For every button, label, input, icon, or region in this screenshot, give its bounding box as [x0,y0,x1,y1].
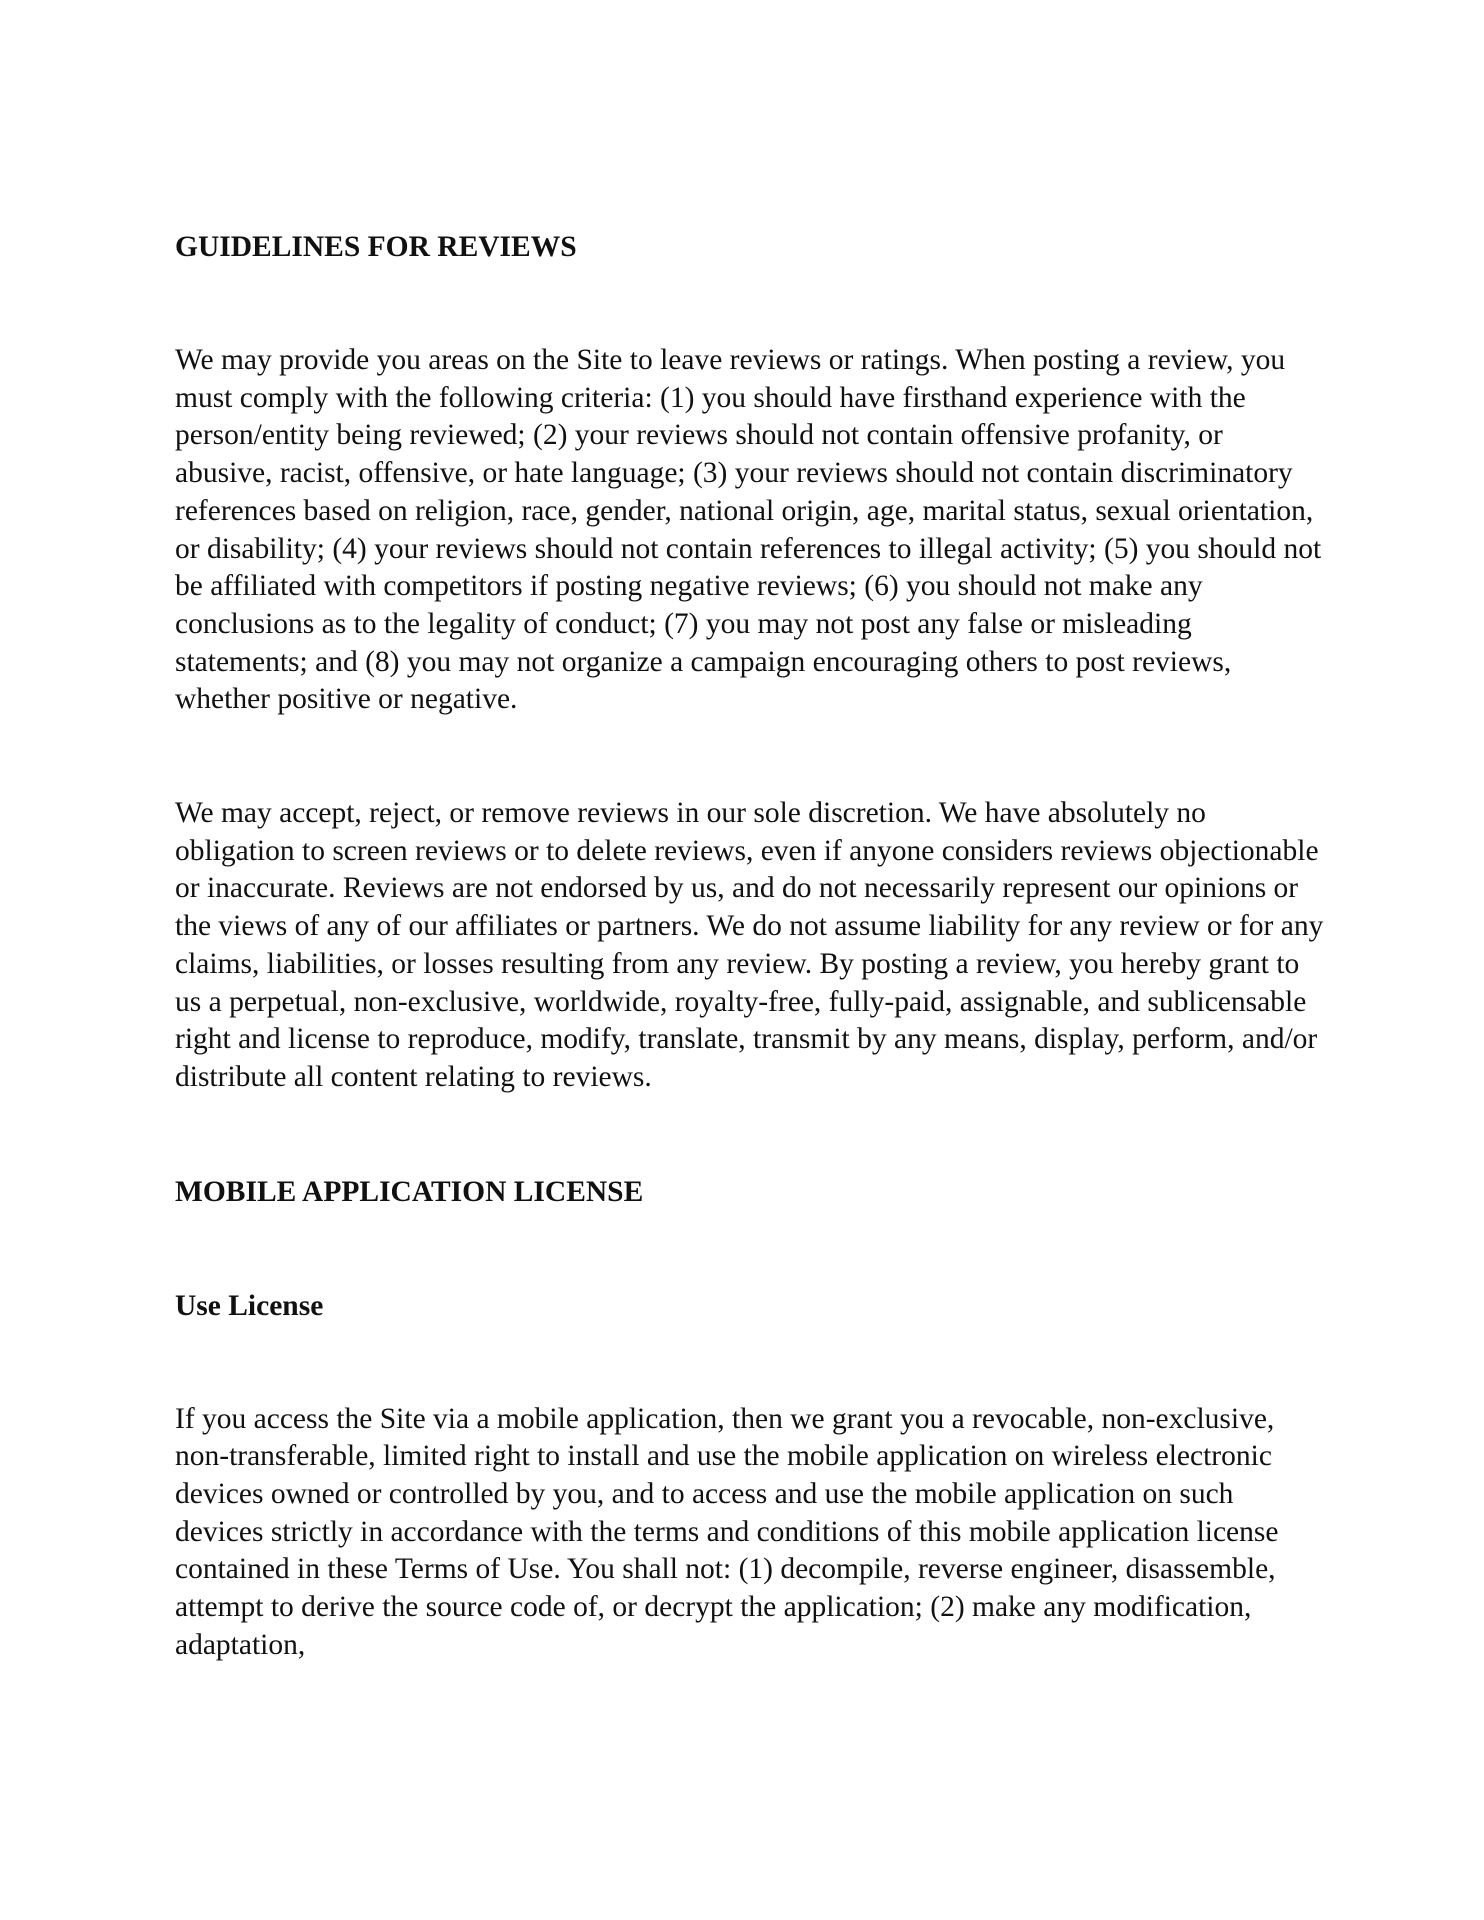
subheading-use-license: Use License [175,1289,324,1322]
use-license-paragraph: If you access the Site via a mobile application, then we grant you a revocable, non-exclusive, non-transferable, limited right to install and use the mobile application on wireless electronic devices owned or controlled by you, and to access and use the mobile application on such devices strictly in accordance with the terms and conditions of this mobile application license contained in these Terms of Use. You shall not: (1) decompile, reverse engineer, disassemble, attempt to derive the source code of, or decrypt the application; (2) make any modification, adaptation, [175,1402,1279,1661]
reviews-criteria-paragraph: We may provide you areas on the Site to leave reviews or ratings. When posting a review, you must comply with the following criteria: (1) you should have firsthand experience with the person/entity being reviewed; (2) your reviews should not contain offensive profanity, or abusive, racist, offensive, or hate language; (3) your reviews should not contain discriminatory references based on religion, race, gender, national origin, age, marital status, sexual orientation, or disability; (4) your reviews should not contain references to illegal activity; (5) you should not be affiliated with competitors if posting negative reviews; (6) you should not make any conclusions as to the legality of conduct; (7) you may not post any false or misleading statements; and (8) you may not organize a campaign encouraging others to post reviews, whether positive or negative. [175,344,1322,716]
section-heading-guidelines-for-reviews: GUIDELINES FOR REVIEWS [175,231,577,263]
section-heading-mobile-application-license: MOBILE APPLICATION LICENSE [175,1175,644,1208]
reviews-discretion-paragraph: We may accept, reject, or remove reviews in our sole discretion. We have absolutely no obligation to screen reviews or to delete reviews, even if anyone considers reviews objectionable or inaccurate. Reviews are not endorsed by us, and do not necessarily represent our opinions or the views of any of our affiliates or partners. We do not assume liability for any review or for any claims, liabilities, or losses resulting from any review. By posting a review, you hereby grant to us a perpetual, non-exclusive, worldwide, royalty-free, fully-paid, assignable, and sublicensable right and license to reproduce, modify, translate, transmit by any means, display, perform, and/or distribute all content relating to reviews. [175,797,1324,1093]
document-body [175,228,1325,1665]
